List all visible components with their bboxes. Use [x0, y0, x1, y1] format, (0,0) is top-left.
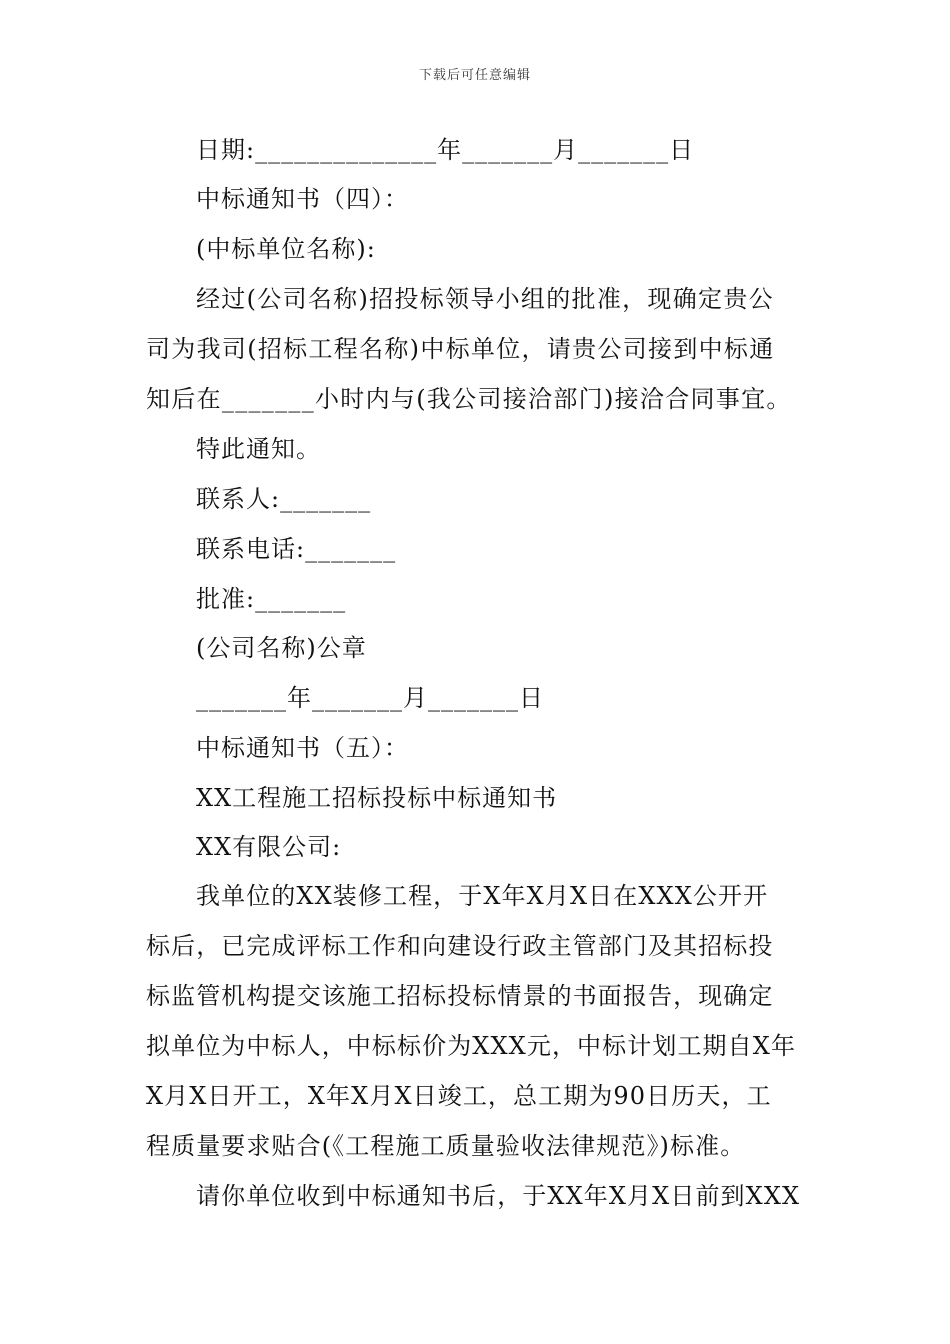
- contact-person-line: 联系人:_______: [196, 485, 372, 513]
- body-paragraph-5: 我单位的XX装修工程，于X年X月X日在XXX公开开 标后，已完成评标工作和向建设行政主管部门及其招标投 标监管机构提交该施工招标投标情景的书面报告，现确定 拟单位为中标人，中标标价为XXX元，中标计划工期自X年 X月X日开工，X年X月X日竣工，总工期为90日历天，工 程质量要求贴合(《工程施工质量验收法律规范》)标准。: [146, 882, 797, 1160]
- recipient-line-4: (中标单位名称):: [196, 235, 376, 263]
- sign-date-line: _______年_______月_______日: [196, 684, 544, 712]
- seal-line: (公司名称)公章: [196, 634, 367, 662]
- approval-line: 批准:_______: [196, 585, 347, 613]
- body-paragraph-5b: 请你单位收到中标通知书后，于XX年X月X日前到XXX: [196, 1182, 801, 1210]
- body-paragraph-4: 经过(公司名称)招投标领导小组的批准，现确定贵公 司为我司(招标工程名称)中标单位，请贵公司接到中标通 知后在_______小时内与(我公司接洽部门)接洽合同事宜。: [146, 285, 792, 413]
- recipient-line-5: XX有限公司:: [196, 833, 342, 861]
- date-line: 日期:______________年_______月_______日: [196, 136, 695, 164]
- page-header-note: 下载后可任意编辑: [418, 68, 531, 83]
- notice-line: 特此通知。: [196, 435, 321, 463]
- section-title-4: 中标通知书（四）：: [196, 185, 409, 213]
- section-subtitle-5: XX工程施工招标投标中标通知书: [196, 784, 558, 812]
- contact-phone-line: 联系电话:_______: [196, 535, 397, 563]
- section-title-5: 中标通知书（五）：: [196, 734, 409, 762]
